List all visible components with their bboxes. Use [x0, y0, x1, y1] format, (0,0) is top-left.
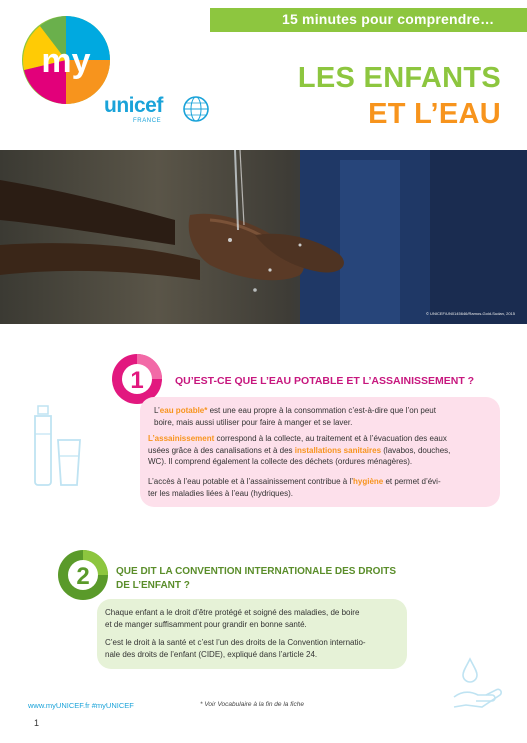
- section-1-box: [140, 397, 500, 507]
- footer-website-link[interactable]: www.myUNICEF.fr #myUNICEF: [28, 701, 134, 710]
- water-bottle-glass-icon: [30, 400, 86, 492]
- section-1-heading: QU’EST-CE QUE L’EAU POTABLE ET L’ASSAINISSEMENT ?: [175, 375, 475, 387]
- my-logo-icon: [20, 14, 112, 106]
- series-title: 15 minutes pour comprendre…: [282, 11, 495, 27]
- unicef-wordmark: unicef: [104, 94, 163, 117]
- p1-line2: boire, mais aussi utiliser pour faire à manger et se laver.: [154, 417, 353, 427]
- section-2-heading-line-2: DE L’ENFANT ?: [116, 580, 190, 591]
- s2-p1-line2: et de manger suffisamment pour grandir en bonne santé.: [105, 619, 307, 629]
- section-2-heading: [116, 565, 456, 593]
- section-2-box: [97, 599, 407, 669]
- s2-p2-line2: nale des droits de l’enfant (CIDE), expliqué dans l’article 24.: [105, 649, 318, 659]
- unicef-globe-icon: [182, 95, 210, 123]
- page-title: [298, 60, 501, 132]
- term-eau-potable: eau potable*: [159, 406, 208, 415]
- section-1-paragraph-3: [148, 476, 494, 499]
- term-hygiene: hygiène: [353, 477, 384, 486]
- section-1-paragraph-1: [154, 405, 494, 428]
- page-number: 1: [34, 718, 40, 728]
- p3-line2: ter les maladies liées à l’eau (hydriques).: [148, 488, 293, 498]
- section-2-heading-line-1: QUE DIT LA CONVENTION INTERNATIONALE DES DROITS: [116, 566, 397, 577]
- my-logo-text: my: [41, 42, 91, 80]
- p1-pre: L’: [154, 406, 160, 415]
- unicef-country: FRANCE: [133, 118, 162, 124]
- section-2-paragraph-2: [105, 637, 401, 660]
- p2-line2-pre: usées grâce à des canalisations et à des: [148, 445, 295, 455]
- p3-line1-pre: L’accès à l’eau potable et à l’assainissement contribue à l’: [148, 477, 354, 486]
- term-assainissement: L’assainissement: [148, 434, 215, 443]
- p3-line1-post: et permet d’évi-: [383, 477, 441, 486]
- p2-line2-post: (lavabos, douches,: [381, 445, 451, 455]
- hand-water-drop-icon: [452, 655, 504, 711]
- photo-credit: © UNICEF/UN0145646/Ramos-Gold-Sudan, 2015: [426, 311, 515, 316]
- section-2-number: 2: [76, 563, 90, 590]
- section-1-number: 1: [130, 367, 144, 394]
- s2-p1-line1: Chaque enfant a le droit d’être protégé et soigné des maladies, de boire: [105, 608, 360, 617]
- p2-line1: correspond à la collecte, au traitement et à l’évacuation des eaux: [214, 434, 447, 443]
- hands-water-photo: [0, 150, 527, 324]
- title-line-2: ET L’EAU: [368, 98, 501, 130]
- s2-p2-line1: C’est le droit à la santé et c’est l’un des droits de la Convention internatio-: [105, 638, 366, 647]
- title-line-1: LES ENFANTS: [297, 62, 501, 94]
- term-installations-sanitaires: installations sanitaires: [294, 445, 382, 455]
- photo-illustration: [0, 150, 527, 324]
- section-2-paragraph-1: [105, 607, 401, 630]
- footer-vocabulary-note: * Voir Vocabulaire à la fin de la fiche: [200, 701, 304, 708]
- section-1-paragraph-2: [148, 433, 494, 468]
- p1-post: est une eau propre à la consommation c’est-à-dire que l’on peut: [207, 406, 436, 415]
- section-2-number-badge: [56, 548, 110, 602]
- p2-line3: WC). Il comprend également la collecte des déchets (ordures ménagères).: [148, 457, 413, 466]
